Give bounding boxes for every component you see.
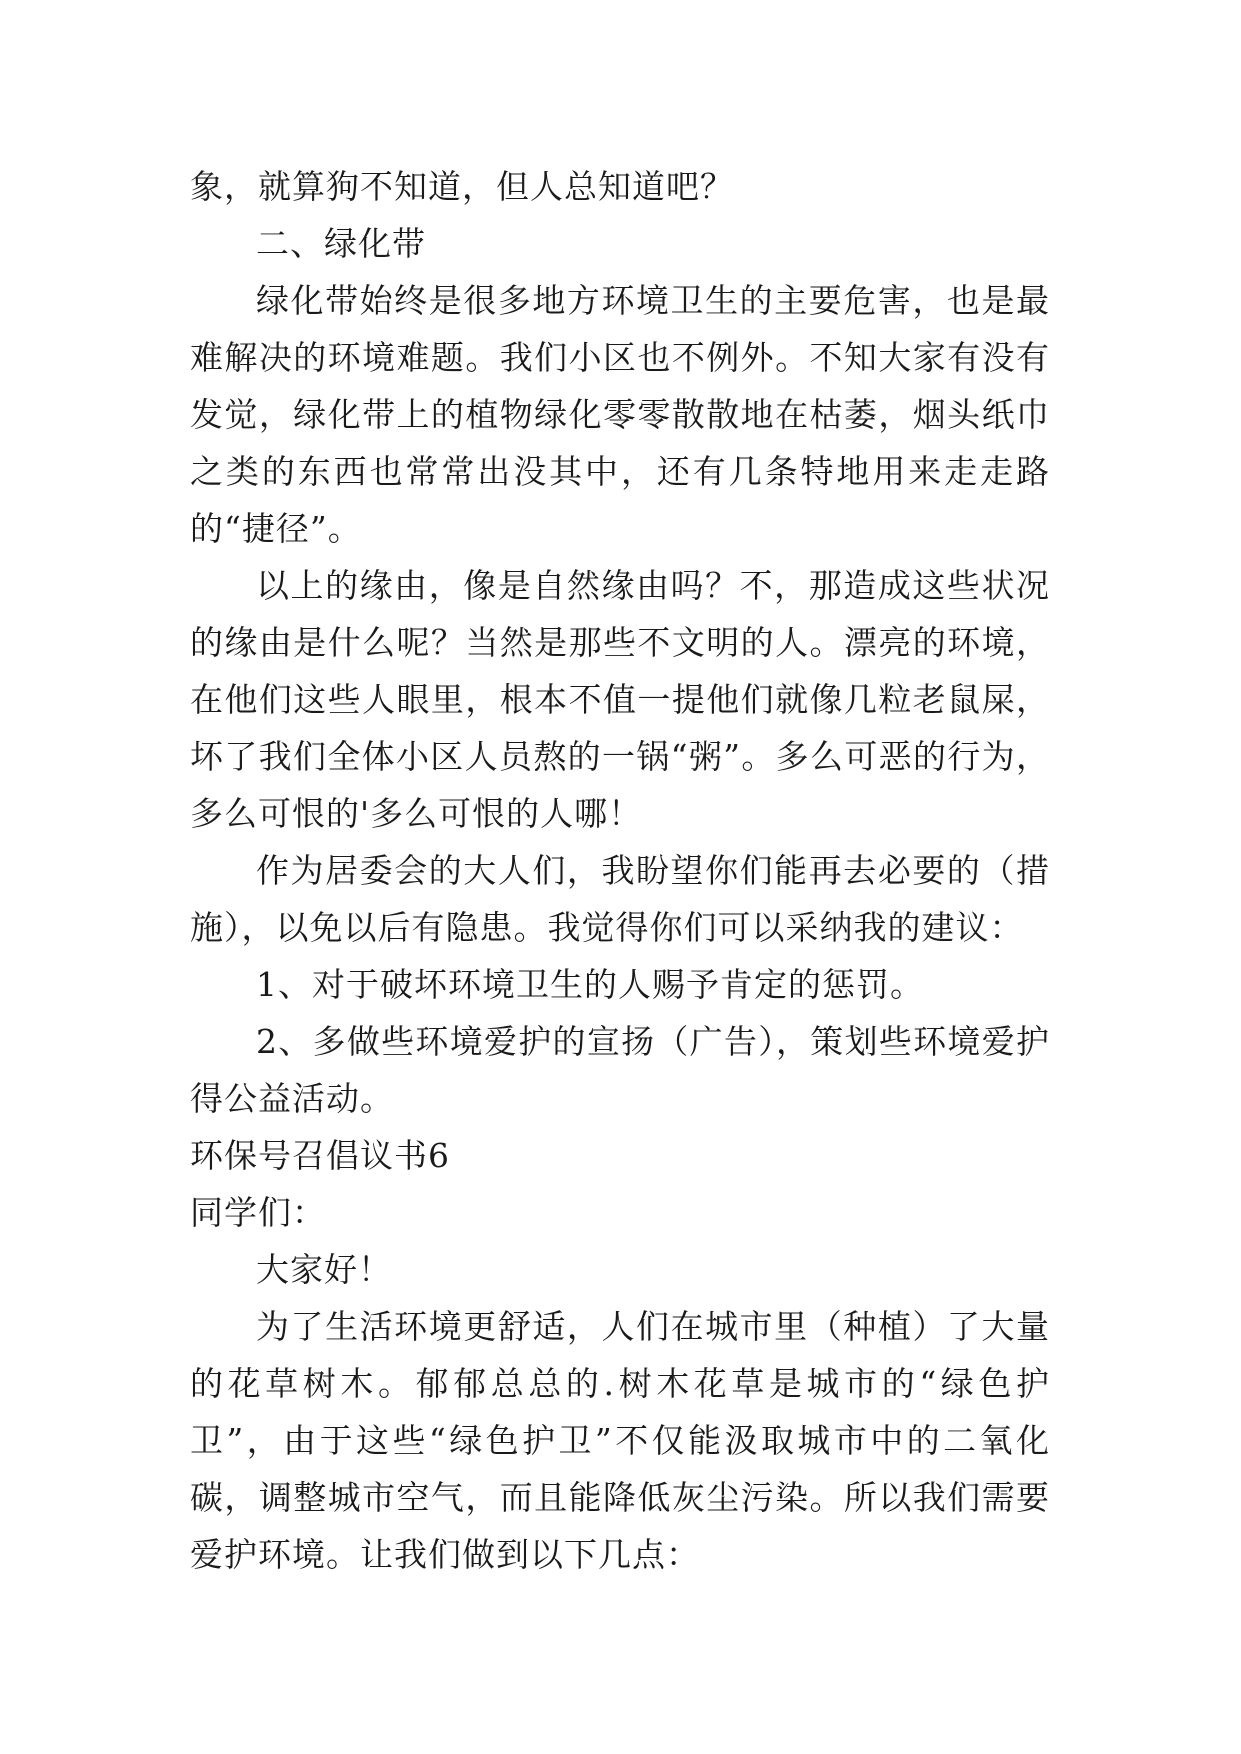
paragraph-green-belt: 绿化带始终是很多地方环境卫生的主要危害，也是最难解决的环境难题。我们小区也不例外。不知大家有没有发觉，绿化带上的植物绿化零零散散地在枯萎，烟头纸巾之类的东西也常常出没其中，还有几条特地用来走走路的“捷径”。 xyxy=(190,281,1050,548)
paragraph-green-guardians: 为了生活环境更舒适，人们在城市里（种植）了大量的花草树木。郁郁总总的.树木花草是城市的“绿色护卫”，由于这些“绿色护卫”不仅能汲取城市中的二氧化碳，调整城市空气，而且能降低灰尘污染。所以我们需要爱护环境。让我们做到以下几点： xyxy=(190,1307,1050,1574)
paragraph-causes: 以上的缘由，像是自然缘由吗？不，那造成这些状况的缘由是什么呢？当然是那些不文明的人。漂亮的环境，在他们这些人眼里，根本不值一提他们就像几粒老鼠屎，坏了我们全体小区人员熬的一锅“粥”。多么可恶的行为，多么可恨的'多么可恨的人哪！ xyxy=(190,566,1050,833)
document-body xyxy=(190,158,1050,1583)
paragraph-continuation: 象，就算狗不知道，但人总知道吧？ xyxy=(190,167,734,206)
greeting: 大家好！ xyxy=(256,1250,392,1289)
suggestion-item-1: 1、对于破坏环境卫生的人赐予肯定的惩罚。 xyxy=(256,965,924,1004)
salutation: 同学们： xyxy=(190,1193,326,1232)
document-title-6: 环保号召倡议书6 xyxy=(190,1136,450,1175)
suggestion-item-2: 2、多做些环境爱护的宣扬（广告），策划些环境爱护得公益活动。 xyxy=(190,1022,1050,1118)
paragraph-appeal: 作为居委会的大人们，我盼望你们能再去必要的（措施），以免以后有隐患。我觉得你们可以采纳我的建议： xyxy=(190,851,1050,947)
section-heading-green-belt: 二、绿化带 xyxy=(256,224,426,263)
